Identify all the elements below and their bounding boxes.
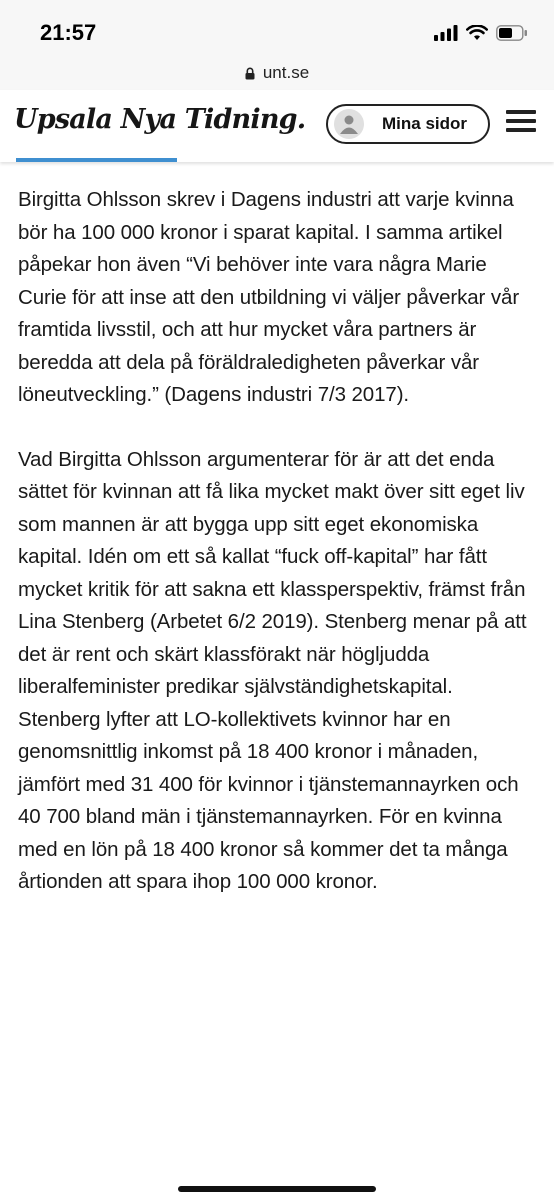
article-body — [18, 184, 540, 931]
home-indicator[interactable] — [178, 1186, 376, 1192]
article-paragraph: Vad Birgitta Ohlsson argumenterar för är att det enda sättet för kvinnan att få lika mycket makt över sitt eget liv som mannen är att bygga upp sitt eget ekonomiska kapital. Idén om ett så kallat “fuck off-kapital” har fått mycket kritik för att sakna ett klassperspektiv, främst från Lina Stenberg (Arbetet 6/2 2019). Stenberg menar på att det är rent och skärt klassförakt när högljudda liberalfeminister predikar självständighetskapital. Stenberg lyfter att LO-kollektivets kvinnor har en genomsnittlig inkomst på 18 400 kronor i månaden, jämfört med 31 400 för kvinnor i tjänstemannayrken och 40 700 bland män i tjänstemannayrken. För en kvinna med en lön på 18 400 kronor så kommer det ta många årtionden att spara ihop 100 000 kronor. — [18, 447, 527, 893]
url-text[interactable]: unt.se — [262, 63, 310, 82]
lock-icon — [245, 67, 255, 80]
site-header — [0, 90, 554, 162]
signal-icon — [434, 25, 458, 41]
mina-sidor-label: Mina sidor — [382, 114, 468, 133]
status-icons — [434, 24, 528, 42]
status-time: 21:57 — [40, 20, 97, 45]
section-accent-line — [16, 158, 177, 162]
mina-sidor-button[interactable] — [326, 104, 490, 144]
battery-icon — [496, 25, 528, 41]
hamburger-menu-icon[interactable] — [506, 110, 536, 138]
status-bar — [0, 0, 554, 56]
address-bar[interactable] — [0, 56, 554, 91]
article-paragraph: Birgitta Ohlsson skrev i Dagens industri att varje kvinna bör ha 100 000 kronor i sparat kapital. I samma artikel påpekar hon även “Vi behöver inte vara några Marie Curie för att inse att den utbildning vi väljer påverkar vår framtida livsstil, och att hur mycket våra partners är beredda att dela på föräldraledigheten påverkar vår löneutveckling.” (Dagens industri 7/3 2017). — [18, 188, 520, 406]
site-logo[interactable]: Upsala Nya Tidning. — [14, 104, 306, 135]
user-icon — [334, 109, 364, 139]
wifi-icon — [466, 25, 488, 41]
